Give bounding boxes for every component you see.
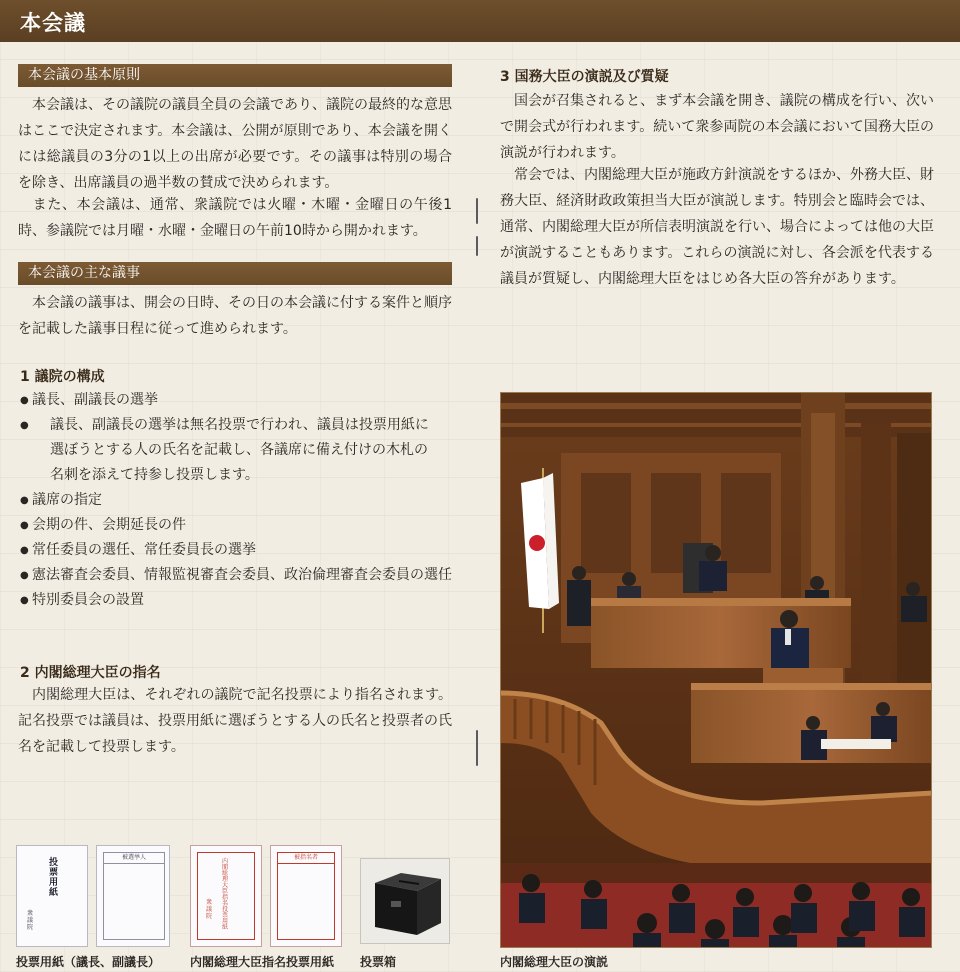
fold-mark [476,198,478,224]
photo-caption: 内閣総理大臣の演説 [500,955,609,969]
principles-para-2: また、本会議は、通常、衆議院では火曜・木曜・金曜日の午後1時、参議院では月曜・水曜・金曜日の午前10時から開かれます。 [18,197,452,239]
section-heading-agenda: 本会議の主な議事 [18,262,452,285]
page-header [0,0,960,42]
subheading-pm-nomination: 2 内閣総理大臣の指名 [20,665,161,681]
list-item: ● 憲法審査会委員、情報監視審査会委員、政治倫理審査会委員の選任 [20,563,460,588]
minister-speeches-para-2: 常会では、内閣総理大臣が施政方針演説をするほか、外務大臣、財務大臣、経済財政政策担当大臣が演説します。特別会と臨時会では、通常、内閣総理大臣が所信表明演説を行い、場合によっては他の大臣が演説することもあります。これらの演説に対し、各会派を代表する議員が質疑し、内閣総理大臣をはじめ各大臣の答弁があります。 [500,167,934,287]
list-item: ● 会期の件、会期延長の件 [20,513,460,538]
ballot-pm-stamp: 衆議院 [206,899,213,920]
ballot-speaker-front [16,845,88,947]
plenary-session-photo [500,392,932,948]
ballot-speaker-caption: 投票用紙（議長、副議長） [16,955,161,969]
minister-speeches-para-1: 国会が召集されると、まず本会議を開き、議院の構成を行い、次いで開会式が行われます。続いて衆参両院の本会議において国務大臣の演説が行われます。 [500,93,934,161]
agenda-intro: 本会議の議事は、開会の日時、その日の本会議に付する案件と順序を記載した議事日程に従って進められます。 [18,295,452,337]
page-title: 本会議 [20,11,86,35]
subheading-minister-speeches: 3 国務大臣の演説及び質疑 [500,69,669,85]
list-item: ● 議席の指定 [20,488,460,513]
fold-mark [476,236,478,256]
pm-nomination-text: 内閣総理大臣は、それぞれの議院で記名投票により指名されます。記名投票では議員は、投票用紙に選ぼうとする人の氏名と投票者の氏名を記載して投票します。 [18,687,452,755]
subheading-house-structure: 1 議院の構成 [20,369,105,385]
ballot-speaker-header: 被選挙人 [104,853,164,864]
ballot-pm-front [190,845,262,947]
house-structure-list [20,388,460,613]
ballot-pm-header: 被指名者 [278,853,334,864]
ballot-speaker-back [96,845,170,947]
section-heading-principles: 本会議の基本原則 [18,64,452,87]
list-item: ● 常任委員の選任、常任委員長の選挙 [20,538,460,563]
ballot-speaker-stamp: 衆議院 [27,910,34,931]
ballot-speaker-title: 投票用紙 [49,858,59,898]
list-item: ● 特別委員会の設置 [20,588,460,613]
ballot-pm-back [270,845,342,947]
list-item: ● 議長、副議長の選挙 [20,388,460,413]
principles-para-1: 本会議は、その議院の議員全員の会議であり、議院の最終的な意思はここで決定されます。本会議は、公開が原則であり、本会議を開くには総議員の3分の1以上の出席が必要です。その議事は特別の場合を除き、出席議員の過半数の賛成で決められます。 [18,97,452,191]
ballot-pm-title: 内閣総理大臣指名投票用紙 [222,858,229,931]
list-item-detail: ● 議長、副議長の選挙は無名投票で行われ、議員は投票用紙に選ぼうとする人の氏名を記載し、各議席に備え付けの木札の名刺を添えて持参し投票します。 [20,413,440,488]
fold-mark [476,730,478,766]
ballot-box-photo [360,858,450,944]
ballot-pm-caption: 内閣総理大臣指名投票用紙 [190,955,335,969]
ballot-box-caption: 投票箱 [360,955,397,969]
